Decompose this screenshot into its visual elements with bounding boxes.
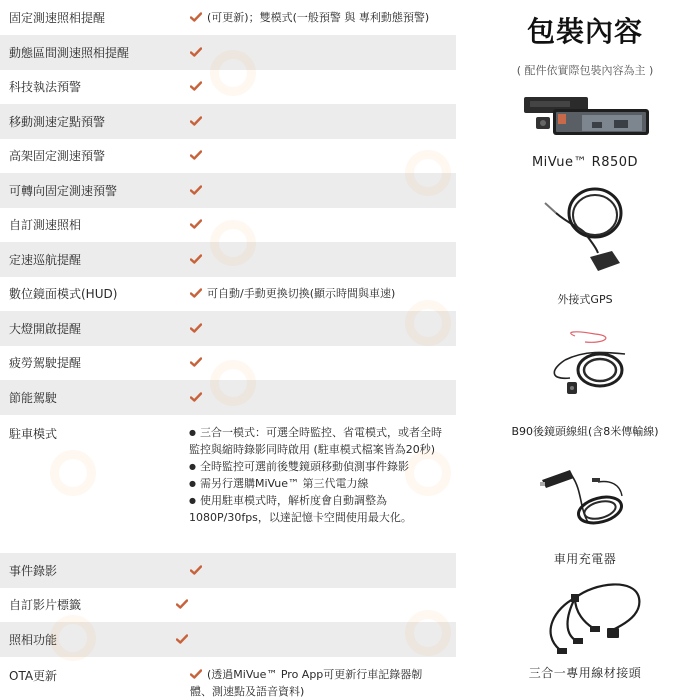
package-item-caption: B90後鏡頭線組(含8米傳輸線) xyxy=(511,425,659,438)
feature-value xyxy=(190,320,207,337)
feature-value xyxy=(176,596,193,613)
table-row xyxy=(0,622,456,657)
check-icon xyxy=(190,47,202,57)
feature-value xyxy=(190,182,207,199)
feature-value xyxy=(190,666,435,700)
feature-label: 高架固定測速預警 xyxy=(9,149,106,163)
check-icon xyxy=(190,288,202,298)
package-item xyxy=(470,330,700,440)
check-icon xyxy=(190,669,202,679)
feature-label: 可轉向固定測速預警 xyxy=(9,184,118,198)
table-row xyxy=(0,588,456,622)
gps-antenna-image xyxy=(540,185,630,279)
check-icon xyxy=(190,254,202,264)
feature-value xyxy=(190,44,207,61)
dashcam-mirror-image xyxy=(522,95,652,141)
check-icon xyxy=(190,185,202,195)
table-row xyxy=(0,139,456,173)
feature-label: 大燈開啟提醒 xyxy=(9,322,82,336)
bullet-item: ● 需另行選購MiVue™ 第三代電力線 xyxy=(189,475,451,492)
check-icon xyxy=(190,565,202,575)
table-row xyxy=(0,208,456,242)
feature-value xyxy=(190,216,207,233)
table-row xyxy=(0,277,456,311)
check-icon xyxy=(190,323,202,333)
package-item xyxy=(470,95,700,175)
parking-mode-details xyxy=(189,424,451,526)
check-icon xyxy=(190,150,202,160)
check-icon xyxy=(190,392,202,402)
table-row xyxy=(0,0,456,35)
table-row xyxy=(0,104,456,139)
feature-label: 動態區間測速照相提醒 xyxy=(9,46,130,60)
three-in-one-cable-image xyxy=(535,578,645,660)
feature-label: 移動測速定點預警 xyxy=(9,115,106,129)
bullet-item: ● 三合一模式：可選全時監控、省電模式，或者全時監控與縮時錄影同時啟用 (駐車模式檔案皆為20秒) xyxy=(189,424,451,458)
table-row xyxy=(0,70,456,104)
check-icon xyxy=(190,357,202,367)
table-row xyxy=(0,311,456,346)
feature-value xyxy=(190,389,207,406)
check-icon xyxy=(176,599,188,609)
feature-note: (可更新)；雙模式(一般預警 與 專利動態預警) xyxy=(207,11,430,24)
package-title: 包裝內容 xyxy=(526,15,643,48)
table-row xyxy=(0,242,456,277)
feature-value xyxy=(190,78,207,95)
feature-value xyxy=(190,251,207,268)
package-item xyxy=(470,460,700,570)
feature-label: 駐車模式 xyxy=(9,427,58,441)
package-subtitle: ( 配件依實際包裝內容為主 ) xyxy=(516,64,654,77)
feature-label: 數位鏡面模式(HUD) xyxy=(9,287,118,301)
feature-value xyxy=(190,147,207,164)
feature-label: 科技執法預警 xyxy=(9,80,82,94)
feature-value xyxy=(190,9,429,26)
check-icon xyxy=(190,116,202,126)
feature-note: (透過MiVue™ Pro App可更新行車記錄器韌體、測速點及語音資料) xyxy=(190,668,423,698)
package-item-caption: MiVue™ R850D xyxy=(531,155,639,170)
package-item xyxy=(470,578,700,700)
package-item xyxy=(470,185,700,310)
table-row xyxy=(0,553,456,588)
package-contents-panel xyxy=(470,0,700,700)
feature-label: 事件錄影 xyxy=(9,564,58,578)
table-row xyxy=(0,173,456,208)
feature-value xyxy=(190,354,207,371)
feature-label: 固定測速照相提醒 xyxy=(9,11,106,25)
feature-label: 節能駕駛 xyxy=(9,391,58,405)
bullet-item: ● 使用駐車模式時，解析度會自動調整為1080P/30fps，以達記憶卡空間使用最大化。 xyxy=(189,492,451,526)
check-icon xyxy=(176,634,188,644)
feature-label: 自訂影片標籤 xyxy=(9,598,82,612)
bullet-item: ● 全時監控可選前後雙鏡頭移動偵測事件錄影 xyxy=(189,458,451,475)
table-row xyxy=(0,346,456,380)
feature-value xyxy=(176,631,193,648)
feature-value xyxy=(190,285,395,302)
check-icon xyxy=(190,12,202,22)
check-icon xyxy=(190,219,202,229)
feature-label: OTA更新 xyxy=(9,669,58,683)
feature-note: 可自動/手動更換切換(顯示時間與車速) xyxy=(207,287,396,300)
table-row xyxy=(0,35,456,70)
table-row xyxy=(0,657,456,700)
table-row xyxy=(0,380,456,415)
car-charger-image xyxy=(540,460,640,544)
package-item-caption: 車用充電器 xyxy=(553,552,617,566)
rear-camera-cable-image xyxy=(545,330,635,414)
check-icon xyxy=(190,81,202,91)
feature-value xyxy=(190,562,207,579)
feature-label: 定速巡航提醒 xyxy=(9,253,82,267)
feature-label: 疲勞駕駛提醒 xyxy=(9,356,82,370)
feature-label: 照相功能 xyxy=(9,633,58,647)
table-row xyxy=(0,415,456,553)
feature-label: 自訂測速照相 xyxy=(9,218,82,232)
package-item-caption: 外接式GPS xyxy=(557,293,613,306)
package-item-caption: 三合一專用線材接頭 xyxy=(528,666,642,680)
feature-value xyxy=(190,113,207,130)
